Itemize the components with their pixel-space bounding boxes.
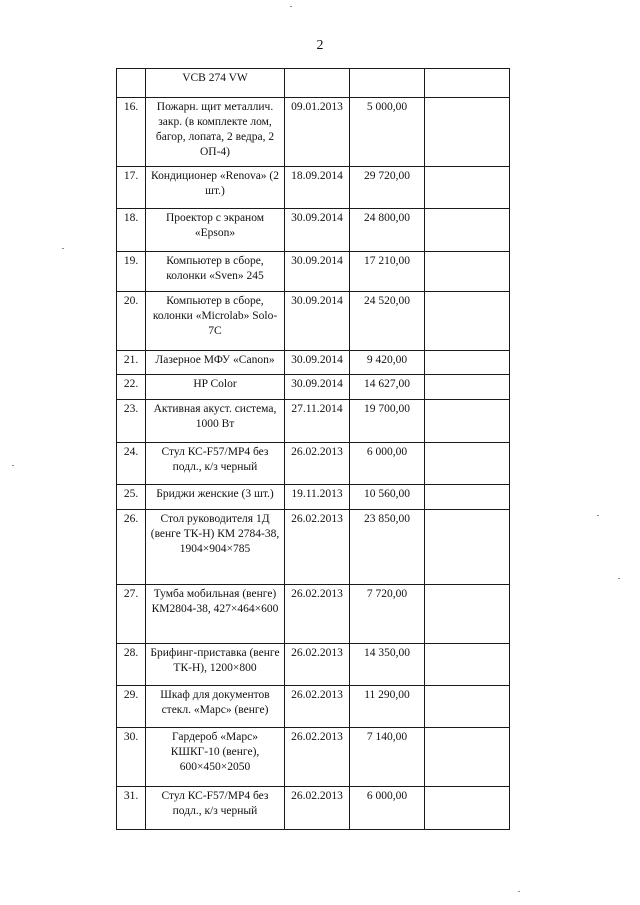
empty-cell [425,644,510,686]
row-number-cell: 28. [117,644,146,686]
scan-speck [518,891,520,892]
table-row [117,252,510,292]
date-cell: 18.09.2014 [285,167,350,209]
cost-cell: 11 290,00 [350,686,425,728]
page-number: 2 [316,38,324,53]
scan-speck [290,6,292,7]
row-number-cell: 24. [117,443,146,485]
empty-cell [425,167,510,209]
empty-cell [425,375,510,400]
date-cell: 26.02.2013 [285,510,350,585]
date-cell: 26.02.2013 [285,585,350,644]
item-name-cell: Стул КС-F57/MP4 без подл., к/з черный [146,787,285,830]
inventory-table [116,68,510,830]
empty-cell [425,728,510,787]
inventory-table-body [117,69,510,830]
empty-cell [425,787,510,830]
table-row [117,787,510,830]
item-name-cell: Компьютер в сборе, колонки «Microlab» Solo-7C [146,292,285,351]
row-number-cell: 30. [117,728,146,787]
item-name-cell: Тумба мобильная (венге) КМ2804-38, 427×464×600 [146,585,285,644]
date-cell [285,69,350,98]
cost-cell: 14 350,00 [350,644,425,686]
table-row [117,728,510,787]
date-cell: 26.02.2013 [285,644,350,686]
table-row-continuation [117,69,510,98]
row-number-cell: 18. [117,209,146,252]
cost-cell: 14 627,00 [350,375,425,400]
scan-speck [597,515,599,516]
date-cell: 30.09.2014 [285,292,350,351]
date-cell: 27.11.2014 [285,400,350,443]
cost-cell: 7 140,00 [350,728,425,787]
item-name-cell: Пожарн. щит металлич. закр. (в комплекте лом, багор, лопата, 2 ведра, 2 ОП-4) [146,98,285,167]
empty-cell [425,686,510,728]
table-row [117,510,510,585]
row-number-cell: 27. [117,585,146,644]
table-row [117,375,510,400]
row-number-cell: 26. [117,510,146,585]
row-number-cell: 23. [117,400,146,443]
item-name-cell: Бриджи женские (3 шт.) [146,485,285,510]
cost-cell: 7 720,00 [350,585,425,644]
date-cell: 30.09.2014 [285,209,350,252]
cost-cell [350,69,425,98]
row-number-cell: 25. [117,485,146,510]
table-row [117,209,510,252]
item-name-cell: Проектор с экраном «Epson» [146,209,285,252]
empty-cell [425,585,510,644]
row-number-cell: 17. [117,167,146,209]
cost-cell: 29 720,00 [350,167,425,209]
cost-cell: 5 000,00 [350,98,425,167]
cost-cell: 6 000,00 [350,787,425,830]
empty-cell [425,69,510,98]
table-row [117,167,510,209]
row-number-cell: 21. [117,351,146,375]
empty-cell [425,209,510,252]
date-cell: 26.02.2013 [285,728,350,787]
table-row [117,351,510,375]
empty-cell [425,510,510,585]
item-name-cell: Кондиционер «Renova» (2 шт.) [146,167,285,209]
row-number-cell: 16. [117,98,146,167]
item-name-cell: Брифинг-приставка (венге ТК-Н), 1200×800 [146,644,285,686]
empty-cell [425,400,510,443]
table-row [117,585,510,644]
item-name-cell: Активная акуст. система, 1000 Вт [146,400,285,443]
item-name-cell: Стул КС-F57/MP4 без подл., к/з черный [146,443,285,485]
date-cell: 26.02.2013 [285,787,350,830]
table-row [117,98,510,167]
empty-cell [425,351,510,375]
cost-cell: 24 520,00 [350,292,425,351]
cost-cell: 23 850,00 [350,510,425,585]
table-row [117,686,510,728]
row-number-cell: 19. [117,252,146,292]
cost-cell: 17 210,00 [350,252,425,292]
cost-cell: 10 560,00 [350,485,425,510]
item-name-cell: Гардероб «Марс» КШКГ-10 (венге), 600×450×2050 [146,728,285,787]
scan-speck [12,465,14,466]
row-number-cell: 29. [117,686,146,728]
empty-cell [425,98,510,167]
date-cell: 26.02.2013 [285,686,350,728]
item-name-cell: Шкаф для документов стекл. «Марс» (венге) [146,686,285,728]
table-row [117,485,510,510]
item-name-cell: Стол руководителя 1Д (венге ТК-Н) КМ 2784-38, 1904×904×785 [146,510,285,585]
item-name-cell: Компьютер в сборе, колонки «Sven» 245 [146,252,285,292]
date-cell: 30.09.2014 [285,375,350,400]
row-number-cell: 31. [117,787,146,830]
table-row [117,644,510,686]
item-name-cell: VCB 274 VW [146,69,285,98]
cost-cell: 9 420,00 [350,351,425,375]
empty-cell [425,292,510,351]
date-cell: 30.09.2014 [285,252,350,292]
empty-cell [425,443,510,485]
table-row [117,443,510,485]
item-name-cell: HP Color [146,375,285,400]
scan-speck [618,578,620,579]
empty-cell [425,485,510,510]
date-cell: 19.11.2013 [285,485,350,510]
table-row [117,400,510,443]
item-name-cell: Лазерное МФУ «Canon» [146,351,285,375]
row-number-cell: 22. [117,375,146,400]
empty-cell [425,252,510,292]
cost-cell: 19 700,00 [350,400,425,443]
cost-cell: 24 800,00 [350,209,425,252]
date-cell: 30.09.2014 [285,351,350,375]
row-number-cell [117,69,146,98]
date-cell: 26.02.2013 [285,443,350,485]
table-row [117,292,510,351]
scan-speck [62,248,64,249]
row-number-cell: 20. [117,292,146,351]
date-cell: 09.01.2013 [285,98,350,167]
cost-cell: 6 000,00 [350,443,425,485]
